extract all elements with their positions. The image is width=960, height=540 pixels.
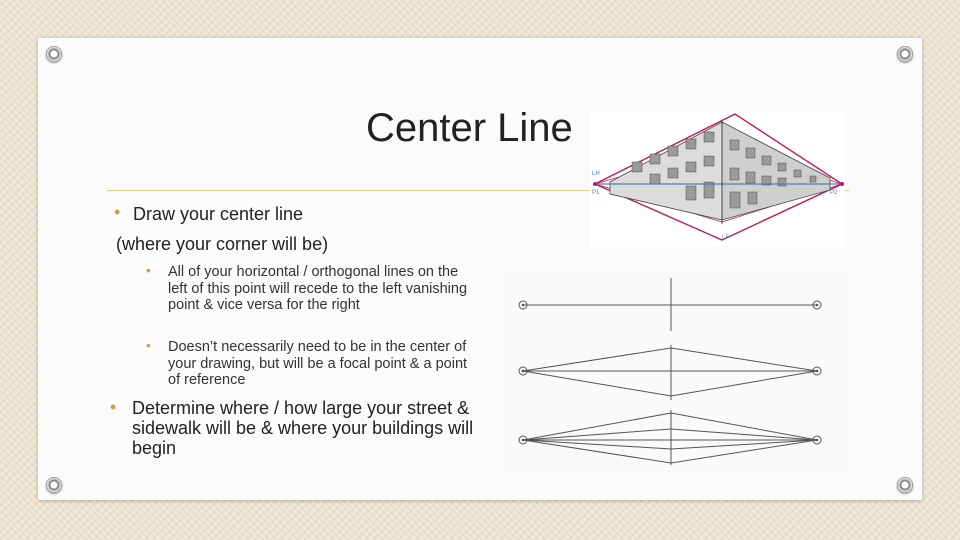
pin-icon bbox=[46, 477, 62, 493]
pin-icon bbox=[897, 477, 913, 493]
label-lh: LH bbox=[592, 171, 600, 177]
bullet-icon: • bbox=[146, 337, 151, 353]
center-line-steps-diagram bbox=[497, 265, 850, 472]
two-point-building-sketch bbox=[590, 112, 845, 247]
label-p2: P2 bbox=[830, 190, 838, 196]
label-lf: LF bbox=[722, 235, 730, 241]
bullet-street-sidewalk: Determine where / how large your street & sidewalk will be & where your buildings will begin bbox=[132, 398, 474, 458]
subbullet-horizontal-lines: All of your horizontal / orthogonal lines on the left of this point will recede to the left vanishing point & vice versa for the right bbox=[168, 264, 468, 313]
bullet-icon: • bbox=[110, 397, 117, 417]
slide-title: Center Line bbox=[366, 106, 573, 150]
label-p1: P1 bbox=[592, 190, 600, 196]
bullet-center-line: Draw your center line bbox=[133, 204, 304, 224]
bullet-corner-note: (where your corner will be) bbox=[116, 234, 329, 254]
pin-icon bbox=[897, 46, 913, 62]
bullet-icon: • bbox=[114, 202, 121, 222]
subbullet-focal-point: Doesn’t necessarily need to be in the center of your drawing, but will be a focal point & a point of reference bbox=[168, 339, 468, 388]
bullet-icon: • bbox=[146, 262, 151, 278]
pin-icon bbox=[46, 46, 62, 62]
